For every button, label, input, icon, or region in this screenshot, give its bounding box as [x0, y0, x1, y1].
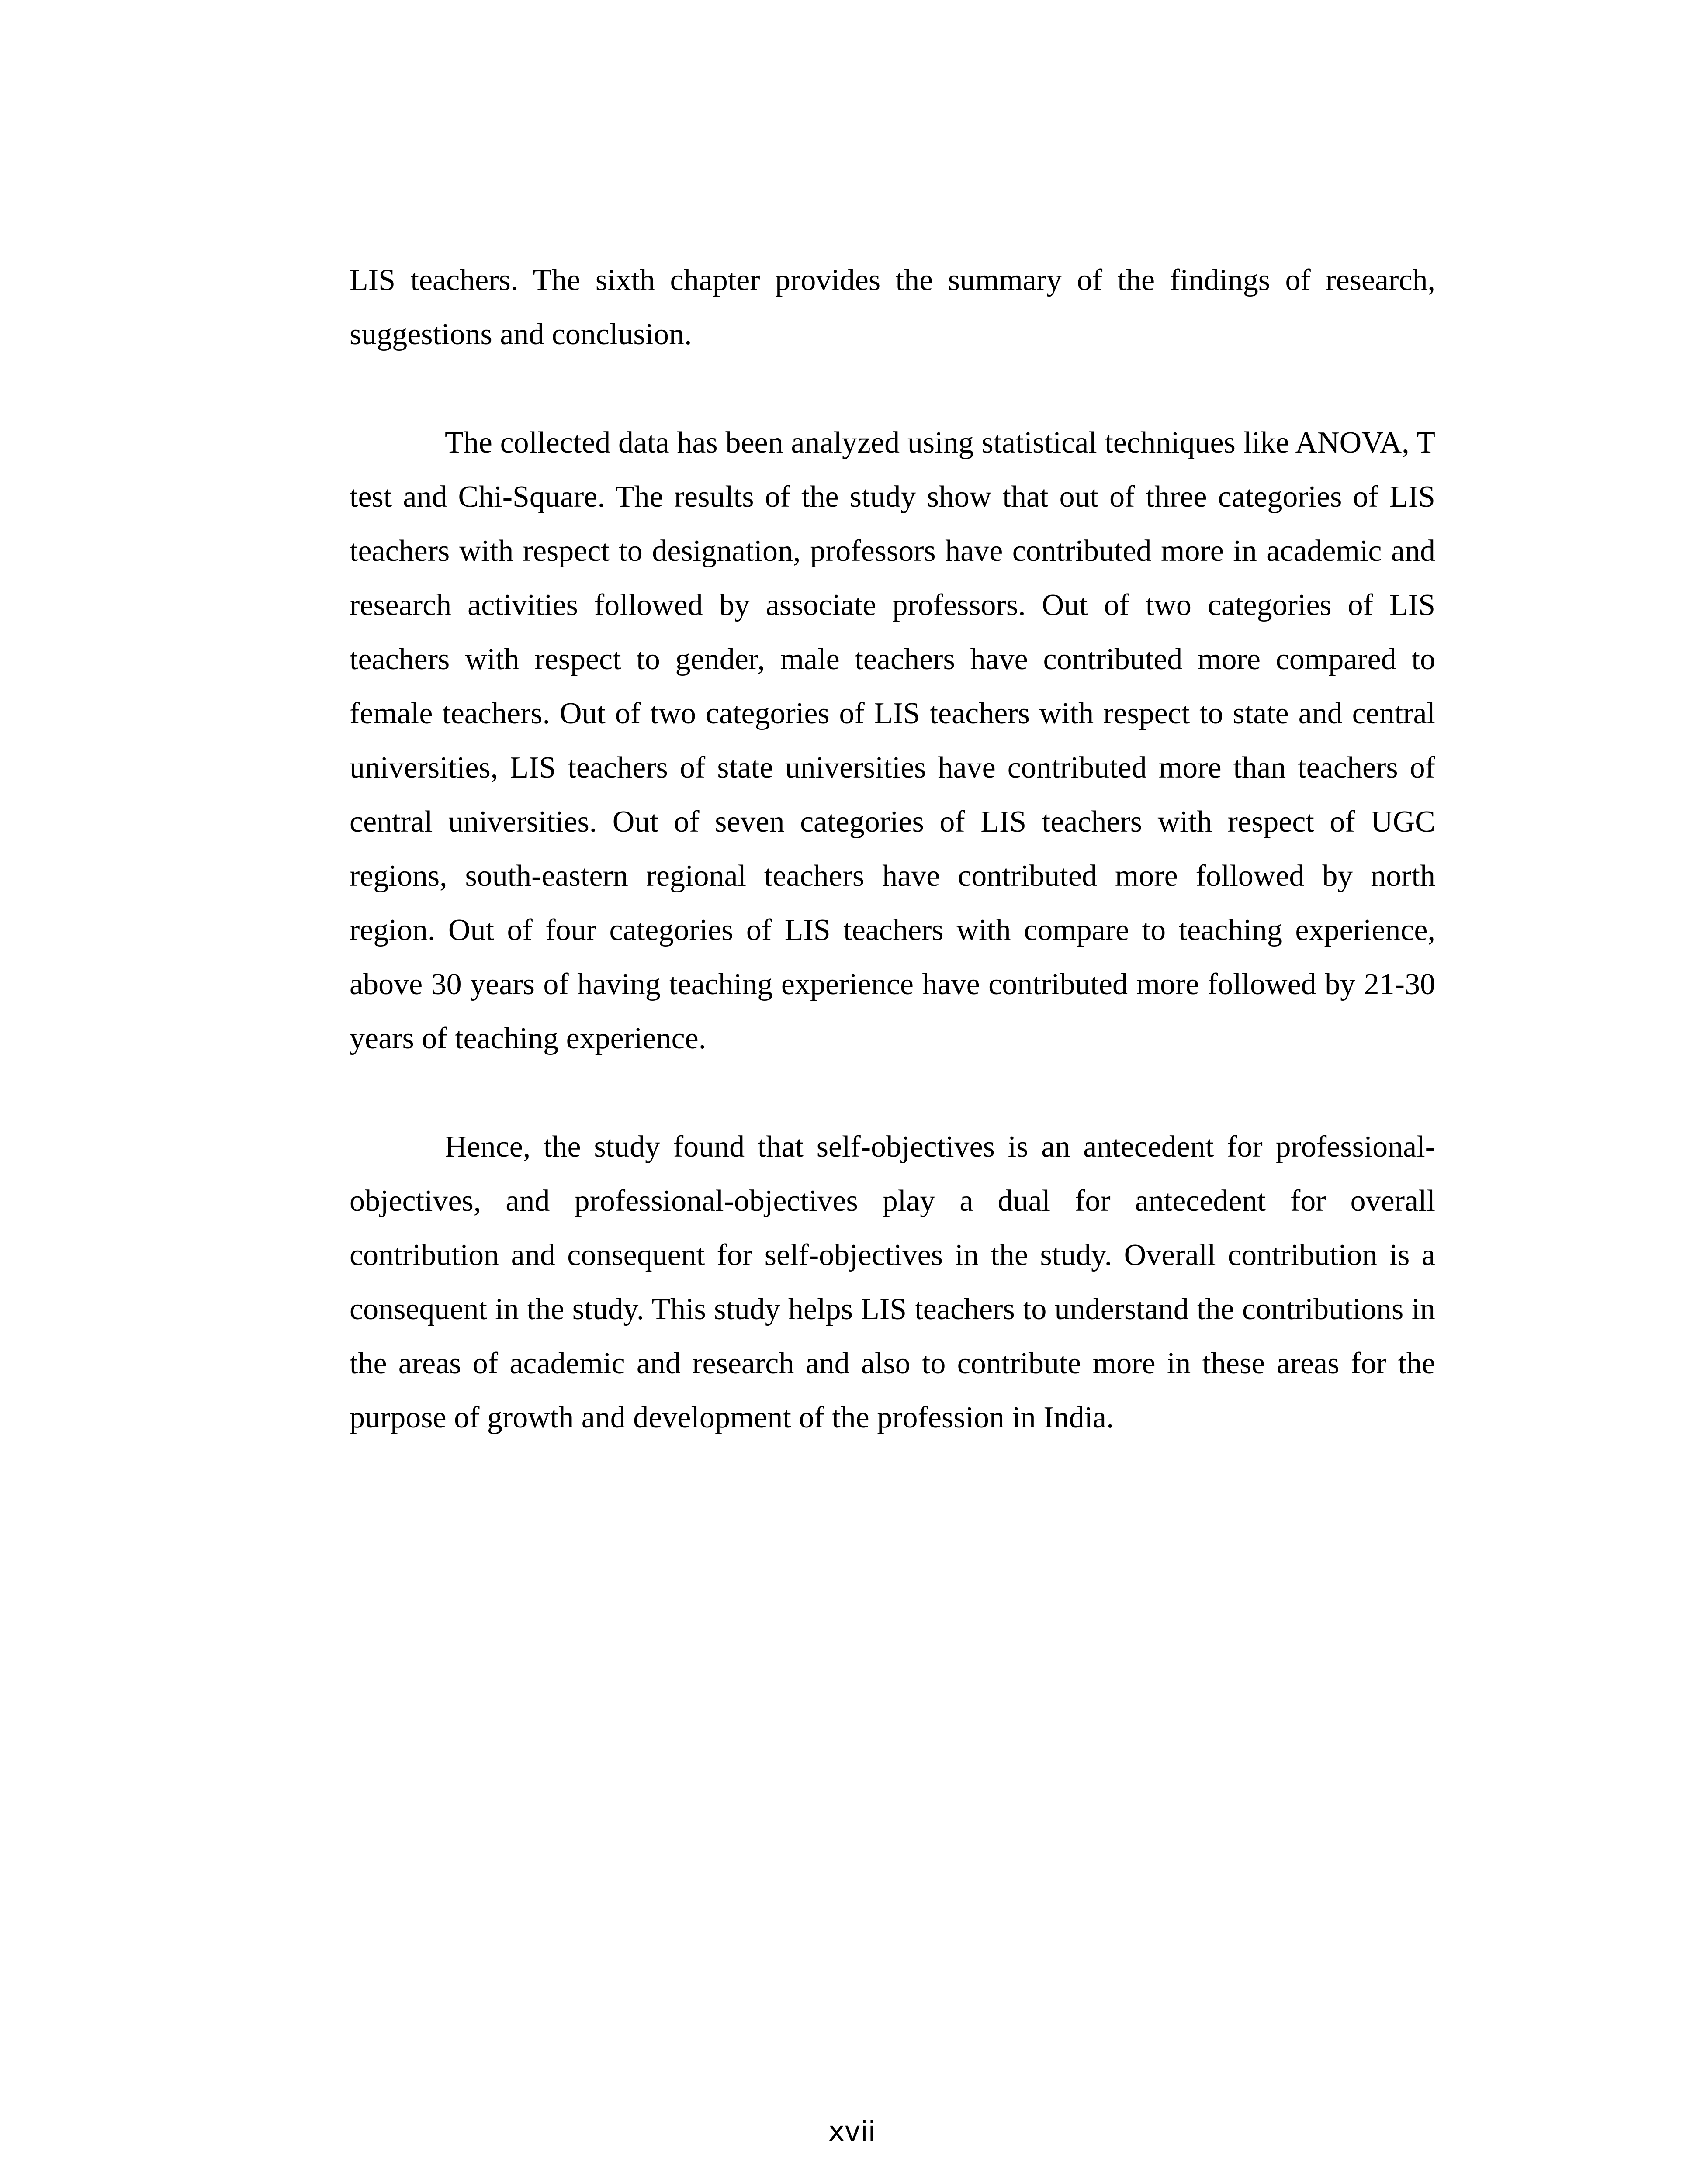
paragraph-chapter-summary: LIS teachers. The sixth chapter provides the summary of the findings of research, suggestions and conclusion. — [350, 263, 1435, 351]
body-text — [350, 253, 1435, 1499]
page-number: xvii — [828, 2115, 876, 2147]
paragraph-data-analysis-results: The collected data has been analyzed using statistical techniques like ANOVA, T test and Chi-Square. The results of the study show that out of three categories of LIS teachers with respect to designation, professors have contributed more in academic and research activities followed by associate professors. Out of two categories of LIS teachers with respect to gender, male teachers have contributed more compared to female teachers. Out of two categories of LIS teachers with respect to state and central universities, LIS teachers of state universities have contributed more than teachers of central universities. Out of seven categories of LIS teachers with respect of UGC regions, south-eastern regional teachers have contributed more followed by north region. Out of four categories of LIS teachers with compare to teaching experience, above 30 years of having teaching experience have contributed more followed by 21-30 years of teaching experience. — [350, 426, 1435, 1055]
paragraph-study-conclusion: Hence, the study found that self-objectives is an antecedent for professional-objectives, and professional-objectives play a dual for antecedent for overall contribution and consequent for self-objectives in the study. Overall contribution is a consequent in the study. This study helps LIS teachers to understand the contributions in the areas of academic and research and also to contribute more in these areas for the purpose of growth and development of the profession in India. — [350, 1130, 1435, 1434]
